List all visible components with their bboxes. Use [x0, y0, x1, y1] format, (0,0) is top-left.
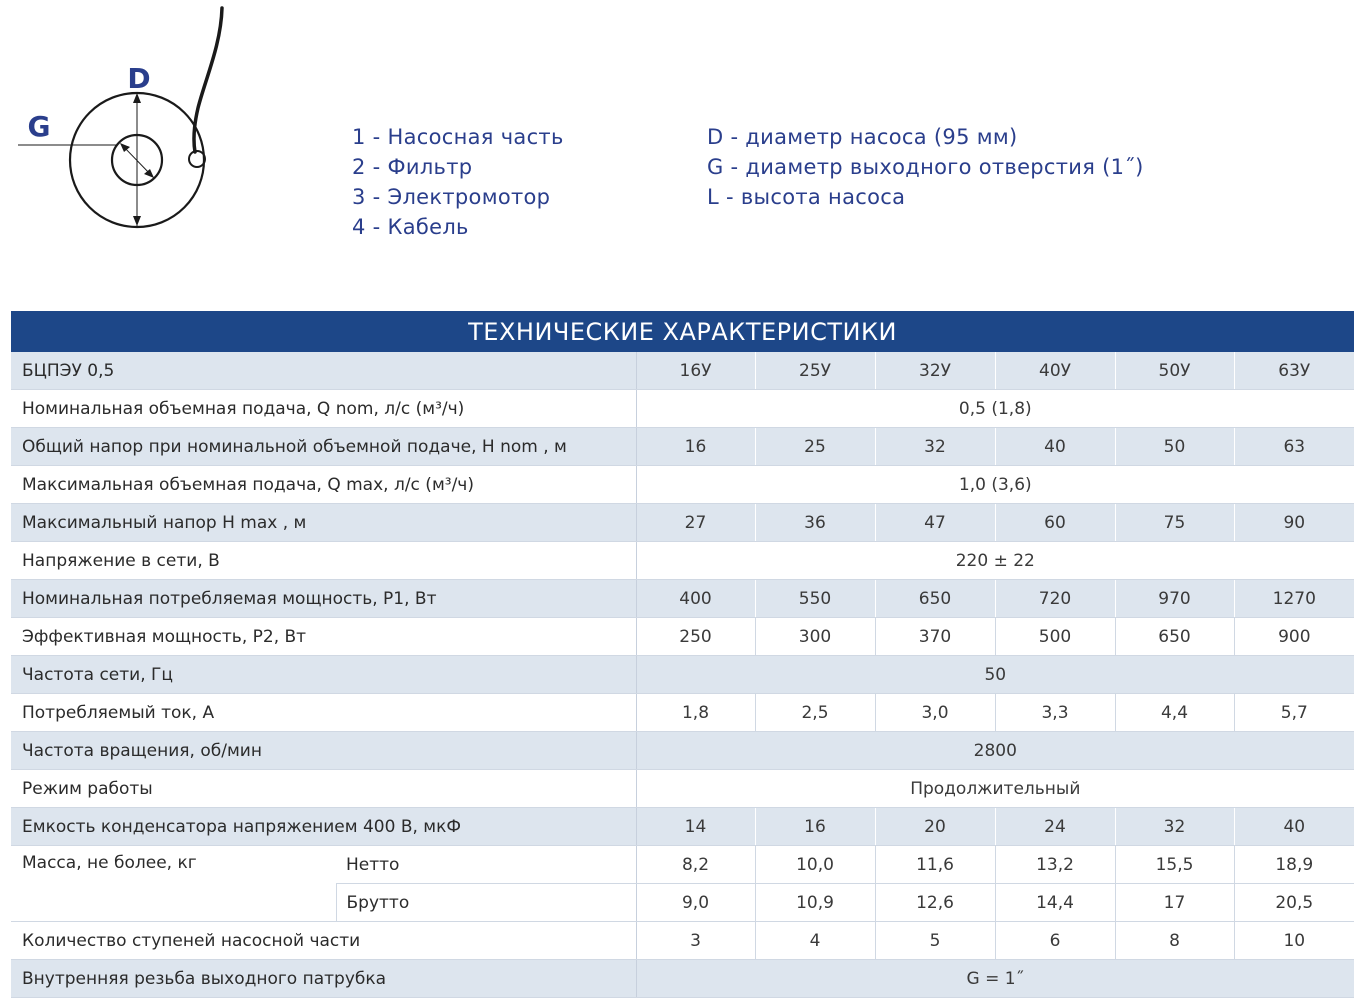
mass-gross-label: Брутто	[336, 884, 636, 922]
row-label: Общий напор при номинальной объемной подаче, H nom , м	[11, 428, 636, 466]
mass-net-value: 18,9	[1234, 846, 1354, 884]
table-row	[11, 694, 1354, 732]
mass-net-value: 11,6	[875, 846, 995, 884]
model-header-cell: 16У	[636, 352, 755, 390]
legend-item: G - диаметр выходного отверстия (1˝)	[707, 155, 1144, 179]
row-value: 6	[995, 922, 1115, 960]
row-value: 650	[1115, 618, 1234, 656]
label-d: D	[127, 62, 151, 95]
model-header-cell: 32У	[875, 352, 995, 390]
table-row	[11, 846, 1354, 884]
pump-cross-section-diagram	[0, 0, 300, 260]
table-row	[11, 428, 1354, 466]
row-value: 24	[995, 808, 1115, 846]
table-row	[11, 580, 1354, 618]
model-header-cell: 25У	[755, 352, 875, 390]
parts-legend	[352, 122, 564, 242]
row-value: 400	[636, 580, 755, 618]
row-value: 90	[1234, 504, 1354, 542]
row-value: 75	[1115, 504, 1234, 542]
mass-label: Масса, не более, кг	[11, 846, 336, 922]
row-label: Напряжение в сети, В	[11, 542, 636, 580]
row-value: 2800	[636, 732, 1354, 770]
row-label: Эффективная мощность, Р2, Вт	[11, 618, 636, 656]
row-value: 550	[755, 580, 875, 618]
row-label: Номинальная потребляемая мощность, Р1, Вт	[11, 580, 636, 618]
mass-gross-value: 12,6	[875, 884, 995, 922]
table-row	[11, 808, 1354, 846]
row-label: Емкость конденсатора напряжением 400 В, мкФ	[11, 808, 636, 846]
dimensions-legend	[707, 122, 1144, 212]
cable-circle	[189, 151, 205, 167]
legend-item: 4 - Кабель	[352, 215, 469, 239]
mass-net-value: 10,0	[755, 846, 875, 884]
table-row	[11, 732, 1354, 770]
row-value: 36	[755, 504, 875, 542]
table-row	[11, 960, 1354, 998]
specifications-table	[11, 311, 1354, 998]
row-label: Внутренняя резьба выходного патрубка	[11, 960, 636, 998]
row-value: 300	[755, 618, 875, 656]
row-value: 20	[875, 808, 995, 846]
row-value: 27	[636, 504, 755, 542]
table-row	[11, 770, 1354, 808]
row-value: 1270	[1234, 580, 1354, 618]
row-value: 40	[995, 428, 1115, 466]
row-value: 4	[755, 922, 875, 960]
table-title: ТЕХНИЧЕСКИЕ ХАРАКТЕРИСТИКИ	[11, 311, 1354, 352]
mass-gross-value: 14,4	[995, 884, 1115, 922]
row-value: 50	[636, 656, 1354, 694]
label-g: G	[27, 110, 51, 143]
legend-item: 2 - Фильтр	[352, 155, 473, 179]
mass-net-value: 13,2	[995, 846, 1115, 884]
row-value: Продолжительный	[636, 770, 1354, 808]
row-value: 3,0	[875, 694, 995, 732]
row-value: 220 ± 22	[636, 542, 1354, 580]
legend-item: L - высота насоса	[707, 185, 906, 209]
row-value: 32	[1115, 808, 1234, 846]
row-value: 40	[1234, 808, 1354, 846]
legend-item: 1 - Насосная часть	[352, 125, 564, 149]
table-row	[11, 390, 1354, 428]
row-value: 50	[1115, 428, 1234, 466]
row-value: 25	[755, 428, 875, 466]
row-value: 32	[875, 428, 995, 466]
row-label: Частота вращения, об/мин	[11, 732, 636, 770]
row-value: 8	[1115, 922, 1234, 960]
model-header-cell: 63У	[1234, 352, 1354, 390]
row-value: 16	[755, 808, 875, 846]
mass-net-label: Нетто	[336, 846, 636, 884]
table-row	[11, 466, 1354, 504]
row-value: 650	[875, 580, 995, 618]
row-label: Потребляемый ток, А	[11, 694, 636, 732]
row-value: 0,5 (1,8)	[636, 390, 1354, 428]
row-value: 16	[636, 428, 755, 466]
model-label: БЦПЭУ 0,5	[11, 352, 636, 390]
legend-item: D - диаметр насоса (95 мм)	[707, 125, 1018, 149]
mass-net-value: 15,5	[1115, 846, 1234, 884]
row-label: Режим работы	[11, 770, 636, 808]
row-value: 1,0 (3,6)	[636, 466, 1354, 504]
row-value: 900	[1234, 618, 1354, 656]
table-row	[11, 504, 1354, 542]
mass-gross-value: 20,5	[1234, 884, 1354, 922]
mass-gross-value: 17	[1115, 884, 1234, 922]
row-value: 1,8	[636, 694, 755, 732]
row-value: 500	[995, 618, 1115, 656]
row-value: 5	[875, 922, 995, 960]
model-header-cell: 40У	[995, 352, 1115, 390]
row-value: 250	[636, 618, 755, 656]
table-row	[11, 352, 1354, 390]
row-value: 2,5	[755, 694, 875, 732]
row-value: 720	[995, 580, 1115, 618]
row-value: 3,3	[995, 694, 1115, 732]
row-value: 970	[1115, 580, 1234, 618]
table-row	[11, 656, 1354, 694]
mass-net-value: 8,2	[636, 846, 755, 884]
table-row	[11, 542, 1354, 580]
row-label: Частота сети, Гц	[11, 656, 636, 694]
model-header-cell: 50У	[1115, 352, 1234, 390]
row-value: 60	[995, 504, 1115, 542]
row-value: 47	[875, 504, 995, 542]
mass-gross-value: 10,9	[755, 884, 875, 922]
legend-item: 3 - Электромотор	[352, 185, 551, 209]
row-label: Максимальный напор H max , м	[11, 504, 636, 542]
row-value: 4,4	[1115, 694, 1234, 732]
table-title-row	[11, 311, 1354, 352]
row-label: Максимальная объемная подача, Q max, л/с (м³/ч)	[11, 466, 636, 504]
table-row	[11, 922, 1354, 960]
mass-gross-value: 9,0	[636, 884, 755, 922]
row-value: 5,7	[1234, 694, 1354, 732]
table-row	[11, 618, 1354, 656]
row-value: 370	[875, 618, 995, 656]
row-label: Номинальная объемная подача, Q nom, л/с (м³/ч)	[11, 390, 636, 428]
row-value: G = 1˝	[636, 960, 1354, 998]
row-value: 3	[636, 922, 755, 960]
row-value: 14	[636, 808, 755, 846]
row-value: 10	[1234, 922, 1354, 960]
row-value: 63	[1234, 428, 1354, 466]
row-label: Количество ступеней насосной части	[11, 922, 636, 960]
